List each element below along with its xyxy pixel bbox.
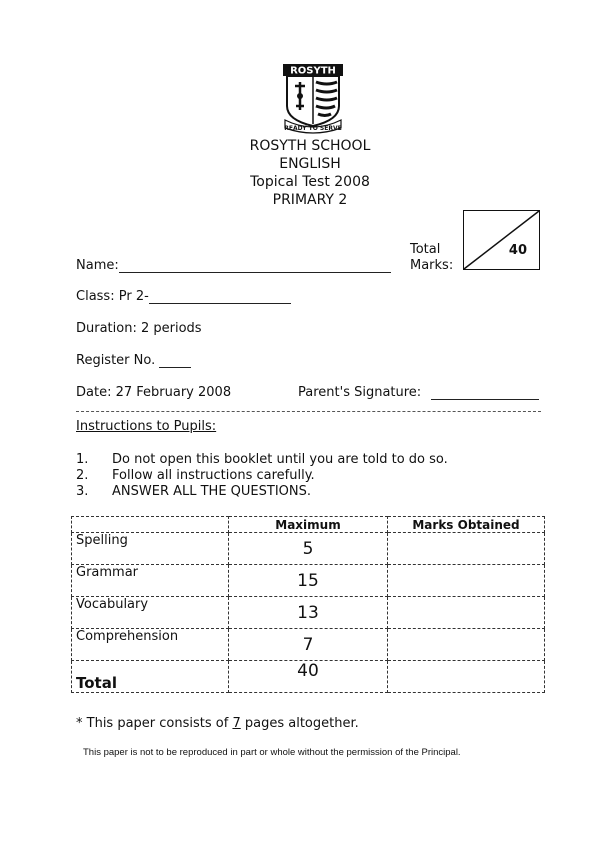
marks-obtained-total-cell[interactable] — [388, 661, 545, 693]
marks-table — [71, 516, 545, 693]
total-label: Total — [72, 661, 229, 693]
instruction-item: 2. Follow all instructions carefully. — [76, 468, 315, 483]
subject: ENGLISH — [279, 156, 341, 172]
svg-text:READY TO SERVE: READY TO SERVE — [284, 125, 342, 132]
table-row: Grammar 15 — [72, 565, 545, 597]
total-maximum: 40 — [229, 661, 388, 693]
total-marks-label: Total Marks: — [410, 242, 454, 273]
table-row: Spelling 5 — [72, 533, 545, 565]
table-total-row — [72, 661, 545, 693]
instruction-item: 1. Do not open this booklet until you are told to do so. — [76, 452, 448, 467]
exam-header — [200, 137, 420, 209]
table-row: Comprehension 7 — [72, 629, 545, 661]
school-crest-logo — [281, 62, 345, 134]
marks-obtained-cell[interactable] — [388, 533, 545, 565]
header-maximum: Maximum — [229, 517, 388, 533]
register-field[interactable]: Register No. — [76, 353, 191, 368]
page-count: 7 — [232, 716, 241, 731]
total-marks-value: 40 — [508, 243, 527, 258]
signature-blank[interactable] — [431, 387, 539, 400]
name-blank[interactable] — [119, 260, 391, 273]
svg-text:ROSYTH: ROSYTH — [290, 65, 336, 77]
copyright-notice: This paper is not to be reproduced in part or whole without the permission of the Principal. — [83, 747, 461, 758]
class-blank[interactable] — [149, 291, 291, 304]
page-count-note: * This paper consists of 7 pages altogether. — [76, 716, 359, 731]
level: PRIMARY 2 — [272, 192, 348, 208]
test-name: Topical Test 2008 — [250, 174, 370, 190]
school-name: ROSYTH SCHOOL — [249, 138, 371, 154]
date-field: Date: 27 February 2008 — [76, 385, 232, 400]
name-field[interactable]: Name: — [76, 258, 391, 273]
class-field[interactable]: Class: Pr 2- — [76, 289, 291, 304]
total-marks-box — [463, 210, 540, 270]
header-category — [72, 517, 229, 533]
marks-obtained-cell[interactable] — [388, 597, 545, 629]
marks-obtained-cell[interactable] — [388, 629, 545, 661]
separator-line — [76, 411, 541, 412]
instruction-item: 3. ANSWER ALL THE QUESTIONS. — [76, 484, 312, 499]
signature-field[interactable]: Parent's Signature: — [298, 385, 539, 400]
marks-obtained-cell[interactable] — [388, 565, 545, 597]
header-marks-obtained: Marks Obtained — [388, 517, 545, 533]
diagonal-line — [464, 211, 539, 269]
table-row: Vocabulary 13 — [72, 597, 545, 629]
table-header-row — [72, 517, 545, 533]
instructions-title: Instructions to Pupils: — [76, 419, 217, 434]
duration-field: Duration: 2 periods — [76, 321, 202, 336]
instructions-list — [76, 452, 448, 500]
register-blank[interactable] — [159, 355, 191, 368]
